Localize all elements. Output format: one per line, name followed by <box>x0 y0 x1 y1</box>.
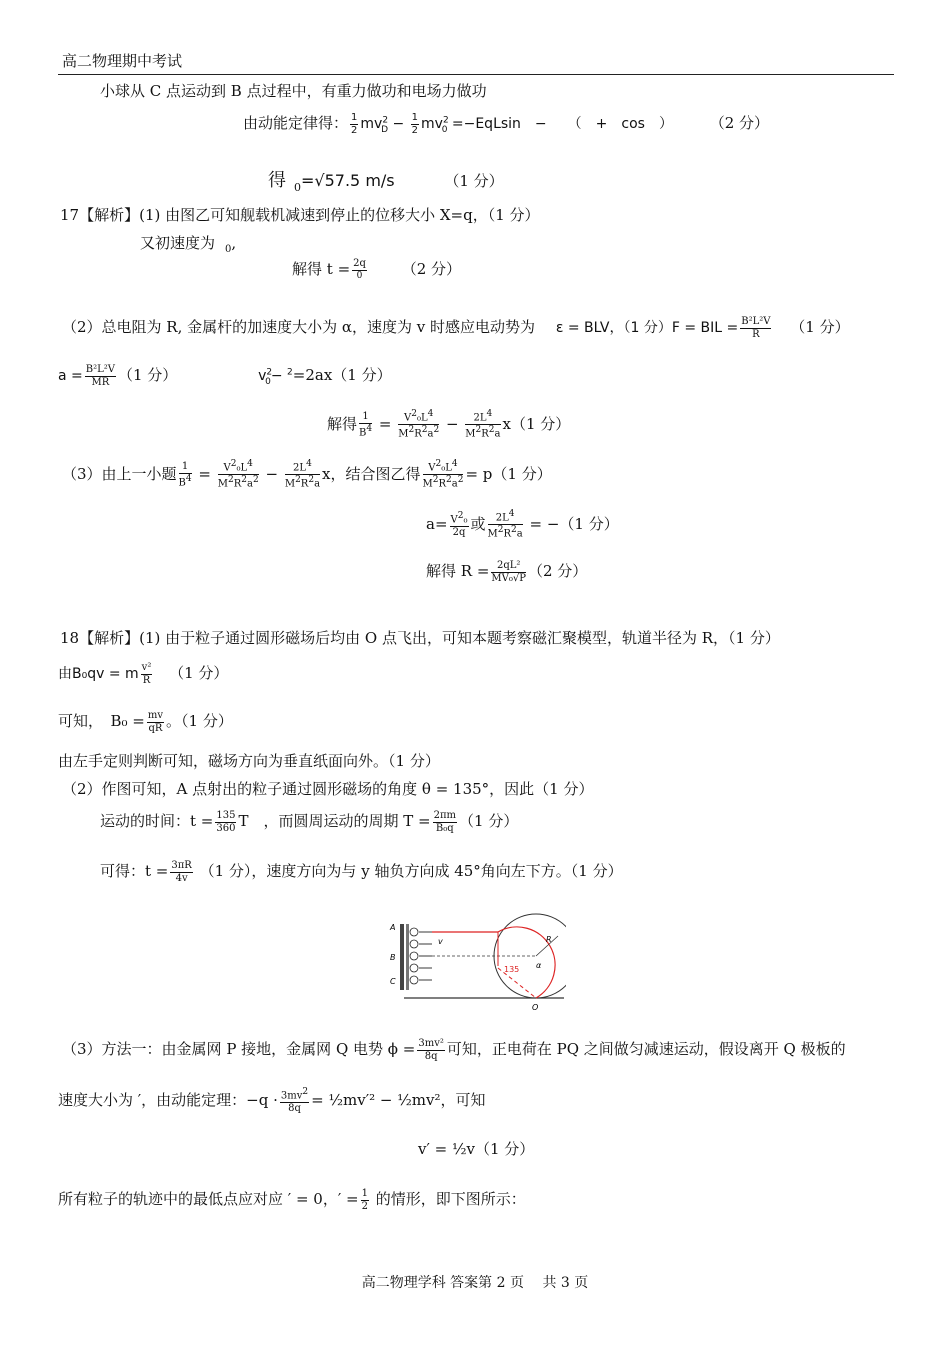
q17-line3-score: （2 分） <box>401 260 461 278</box>
plate-right <box>406 924 409 990</box>
q16-line3-score: （1 分） <box>444 172 504 190</box>
q17-line6: 解得 $\frac{1}{B4}$ = $\frac{\text{V2₀L4}}{M2R2a2}$ − $\frac{2L4}{M2R2a}$ x（1 分） <box>327 409 571 440</box>
q17-line9-frac-den: MV₀√P <box>491 572 526 584</box>
q18-line3-score: 。（1 分） <box>166 712 233 730</box>
q18-line3-frac-den: qR <box>148 722 163 734</box>
q17-line7-a: （3）由上一小题 <box>62 464 177 483</box>
q18-line9: 速度大小为 ′，由动能定理：−q · $\frac{3mv2}{8q}$ = ½mv′² − ½mv²，可知 <box>58 1087 486 1115</box>
q18-line3-frac-num: mv <box>147 709 164 721</box>
q17-line7-c: = p（1 分） <box>465 464 552 483</box>
q16-line3: 得 $_0$=√57.5 m/s （1 分） <box>268 170 504 194</box>
q18-line8-frac-den: 8q <box>424 1050 438 1062</box>
plate-left <box>400 924 404 990</box>
q18-line9-b: = ½mv′² − ½mv²，可知 <box>311 1091 486 1110</box>
q17-line8-a: a= <box>426 514 448 533</box>
q18-line6-frac-den: 360 <box>216 822 236 834</box>
q18-line2-frac-num: v² <box>141 661 152 673</box>
q18-line7 <box>100 860 623 884</box>
q17-line4-frac-den: R <box>752 328 760 340</box>
q18-line6-frac-num: 135 <box>216 809 236 821</box>
q17-line4-frac-num: B²L²V <box>741 315 771 327</box>
q18-line4: 由左手定则判断可知，磁场方向为垂直纸面向外。（1 分） <box>58 752 440 770</box>
q17-line5: a = $\frac{\text{B²L²V}}{MR}$ （1 分） $v^2_0- ^2=2ax(1$ 分） <box>58 363 392 388</box>
q18-line2-score: （1 分） <box>169 664 229 682</box>
angle-label: 135 <box>504 965 520 974</box>
header-divider <box>58 74 894 75</box>
q18-line6-score: （1 分） <box>459 812 519 830</box>
label-c: C <box>390 977 396 986</box>
q17-line6-score: x（1 分） <box>502 414 571 433</box>
q18-line8-a: （3）方法一：由金属网 P 接地，金属网 Q 电势 ϕ = <box>62 1040 416 1058</box>
q18-line6-prefix: 运动的时间：t = <box>100 812 214 830</box>
q17-line3-prefix: 解得 t = <box>292 260 351 278</box>
page-footer: 高二物理学科 答案第 2 页 共 3 页 <box>361 1275 589 1291</box>
q17-line2-text: 又初速度为 <box>140 234 216 252</box>
q17-line5-b: =2ax（1 分） <box>292 366 392 384</box>
q17-line5-frac-num: B²L²V <box>85 363 115 375</box>
q17-line5-score1: （1 分） <box>118 366 178 384</box>
q18-line9-a: 速度大小为 ′，由动能定理：−q · <box>58 1091 278 1110</box>
q18-line2-prefix: 由B₀qv = m <box>58 666 139 682</box>
label-a: A <box>390 923 396 932</box>
q17-line6-prefix: 解得 <box>327 414 358 433</box>
q18-line6-frac2-den: B₀q <box>435 822 454 834</box>
q18-line7-tail: （1 分），速度方向为与 y 轴负方向成 45°角向左下方。（1 分） <box>199 862 623 880</box>
q17-line8-tail: = −（1 分） <box>529 514 619 533</box>
q18-line8-frac-num: 3mv² <box>418 1037 444 1049</box>
q18-line5: （2）作图可知，A 点射出的粒子通过圆形磁场的角度 θ = 135°，因此（1 分） <box>62 780 594 798</box>
q18-line8 <box>62 1038 846 1062</box>
q16-line1: 小球从 C 点运动到 B 点过程中，有重力做功和电场力做功 <box>100 82 487 100</box>
velocity-arrows <box>419 932 432 980</box>
magnetic-focus-figure <box>386 906 566 1014</box>
q18-line8-b: 可知，正电荷在 PQ 之间做匀减速运动，假设离开 Q 极板的 <box>446 1040 846 1058</box>
q16-line2-prefix: 由动能定律得： <box>243 114 349 132</box>
q16-line2-tail: =−EqLsin − （ + cos ） <box>451 116 673 132</box>
positive-charges <box>410 928 418 984</box>
q18-line7-frac-num: 3πR <box>171 859 192 871</box>
q17-line9-prefix: 解得 R = <box>426 562 490 580</box>
q17-line3: 解得 t = $\frac{2q}{0}$ （2 分） <box>292 258 461 281</box>
q17-line5-frac-den: MR <box>91 376 110 388</box>
q18-line2 <box>58 662 228 686</box>
q17-line5-a: a = <box>58 368 83 384</box>
q17-line2: 又初速度为 $_0$, <box>140 234 237 255</box>
q17-line7: （3）由上一小题 $\frac{1}{B4}$ = $\frac{\text{V2₀L4}}{M2R2a2}$ − $\frac{2L4}{M2R2a}$ x，结合图乙得 $\frac{\text{V2₀L4}}{M2R2a2}$ = p（1 分） <box>62 459 552 490</box>
q17-line9 <box>426 560 587 584</box>
q16-line3-prefix: 得 <box>268 170 286 191</box>
q18-line7-prefix: 可得：t = <box>100 862 169 880</box>
q17-line1: 17【解析】(1) 由图乙可知舰载机减速到停止的位移大小 X=q，（1 分） <box>60 206 540 224</box>
q18-line6-mid: T ，而圆周运动的周期 T = <box>238 812 431 830</box>
label-alpha: α <box>536 961 542 970</box>
q17-line4-eq: ε = BLV，（1 分）F = BIL = <box>555 320 739 336</box>
header-title: 高二物理期中考试 <box>62 52 183 70</box>
q17-line8: a= $\frac{\text{V2₀}}{2q}$ 或 $\frac{2L4}{M2R2a}$ = −（1 分） <box>426 509 619 540</box>
q17-line9-score: （2 分） <box>527 562 588 580</box>
label-r: R <box>546 935 552 944</box>
q18-line3 <box>58 710 233 734</box>
q17-line8-or: 或 <box>470 514 486 533</box>
q16-line3-eq: =√57.5 m/s <box>301 171 395 190</box>
q18-line2-frac-den: R <box>142 674 151 686</box>
q18-line7-frac-den: 4v <box>175 872 188 884</box>
q17-line7-b: x，结合图乙得 <box>322 464 421 483</box>
q18-line11-a: 所有粒子的轨迹中的最低点应对应 ′ = 0，′ = <box>58 1190 359 1208</box>
q17-line9-frac-num: 2qL² <box>491 561 526 573</box>
q18-line10: v′ = ½v（1 分） <box>418 1140 535 1158</box>
q18-line3-prefix: 可知， B₀ = <box>58 712 145 730</box>
q18-line6-frac2-num: 2πm <box>433 809 457 821</box>
q16-line2: 由动能定律得： $\frac{1}{2}$ $mv^2_D$ − $\frac{1}{2}$ $mv^2_0 =-EqLsin$ − （ + cos ） （2 分） <box>243 111 770 136</box>
q17-line4 <box>62 316 850 340</box>
q16-line2-score: （2 分） <box>709 114 770 132</box>
q18-line1: 18【解析】(1) 由于粒子通过圆形磁场后均由 O 点飞出，可知本题考察磁汇聚模型，轨道半径为 R，（1 分） <box>60 629 780 647</box>
q17-line4-score: （1 分） <box>790 318 850 336</box>
q18-line11-b: 的情形，即下图所示： <box>375 1190 526 1208</box>
q18-line6 <box>100 810 518 834</box>
label-b: B <box>390 953 396 962</box>
label-o: O <box>532 1003 539 1012</box>
q17-line4-text: （2）总电阻为 R, 金属杆的加速度大小为 α，速度为 v 时感应电动势为 <box>62 318 536 336</box>
q17-line3-frac-num: 2q <box>353 258 366 269</box>
q18-line11: 所有粒子的轨迹中的最低点应对应 ′ = 0，′ = $\frac{1}{2}$ 的情形，即下图所示： <box>58 1187 526 1212</box>
label-v: v <box>438 937 443 946</box>
